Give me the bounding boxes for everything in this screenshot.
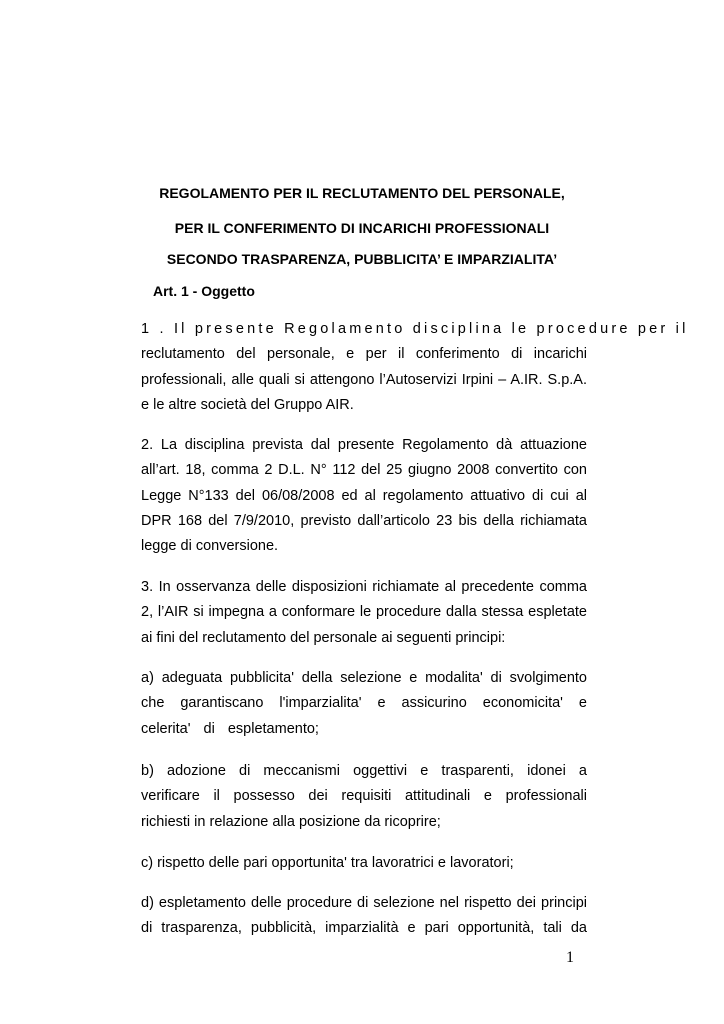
paragraph-line: reclutamento del personale, e per il conferimento di incarichi bbox=[141, 346, 587, 363]
paragraph-line: DPR 168 del 7/9/2010, previsto dall’articolo 23 bis della richiamata bbox=[141, 512, 587, 529]
paragraph-line: Legge N°133 del 06/08/2008 ed al regolamento attuativo di cui al bbox=[141, 487, 587, 504]
paragraph-line: ai fini del reclutamento del personale ai seguenti principi: bbox=[141, 629, 506, 646]
paragraph-line: all’art. 18, comma 2 D.L. N° 112 del 25 giugno 2008 convertito con bbox=[141, 462, 587, 479]
document-title-line-3: SECONDO TRASPARENZA, PUBBLICITA’ E IMPARZIALITA’ bbox=[166, 251, 558, 267]
article-heading: Art. 1 - Oggetto bbox=[153, 283, 255, 299]
list-item-a bbox=[141, 666, 587, 742]
paragraph-line: b) adozione di meccanismi oggettivi e trasparenti, idonei a bbox=[141, 763, 587, 779]
paragraph-line: 1 . Il presente Regolamento disciplina le procedure per il bbox=[141, 321, 689, 337]
paragraph-line: a) adeguata pubblicita' della selezione e modalita' di svolgimento bbox=[141, 670, 587, 686]
paragraph-line: di trasparenza, pubblicità, imparzialità e pari opportunità, tali da bbox=[141, 920, 587, 937]
paragraph-3 bbox=[141, 575, 587, 651]
page-number: 1 bbox=[566, 949, 574, 966]
list-item-d bbox=[141, 891, 587, 942]
paragraph-line: 2, l’AIR si impegna a conformare le procedure dalla stessa espletate bbox=[141, 604, 587, 621]
paragraph-line: professionali, alle quali si attengono l’Autoservizi Irpini – A.IR. S.p.A. bbox=[141, 371, 587, 388]
list-item-b bbox=[141, 759, 587, 835]
paragraph-line: che garantiscano l'imparzialita' e assicurino economicita' e bbox=[141, 695, 587, 712]
document-title-line-1: REGOLAMENTO PER IL RECLUTAMENTO DEL PERSONALE, bbox=[159, 185, 565, 201]
paragraph-2 bbox=[141, 433, 587, 559]
paragraph-line: celerita' di espletamento; bbox=[141, 720, 319, 737]
paragraph-line: d) espletamento delle procedure di selezione nel rispetto dei principi bbox=[141, 895, 587, 911]
paragraph-line: e le altre società del Gruppo AIR. bbox=[141, 396, 354, 413]
list-item-c bbox=[141, 851, 587, 876]
paragraph-line: verificare il possesso dei requisiti attitudinali e professionali bbox=[141, 788, 587, 805]
paragraph-1 bbox=[141, 317, 689, 418]
paragraph-line: legge di conversione. bbox=[141, 538, 279, 555]
document-title-line-2: PER IL CONFERIMENTO DI INCARICHI PROFESSIONALI bbox=[174, 220, 550, 236]
paragraph-line: c) rispetto delle pari opportunita' tra lavoratrici e lavoratori; bbox=[141, 855, 514, 871]
paragraph-line: 3. In osservanza delle disposizioni richiamate al precedente comma bbox=[141, 579, 587, 595]
paragraph-line: 2. La disciplina prevista dal presente Regolamento dà attuazione bbox=[141, 437, 587, 453]
paragraph-line: richiesti in relazione alla posizione da ricoprire; bbox=[141, 813, 441, 830]
